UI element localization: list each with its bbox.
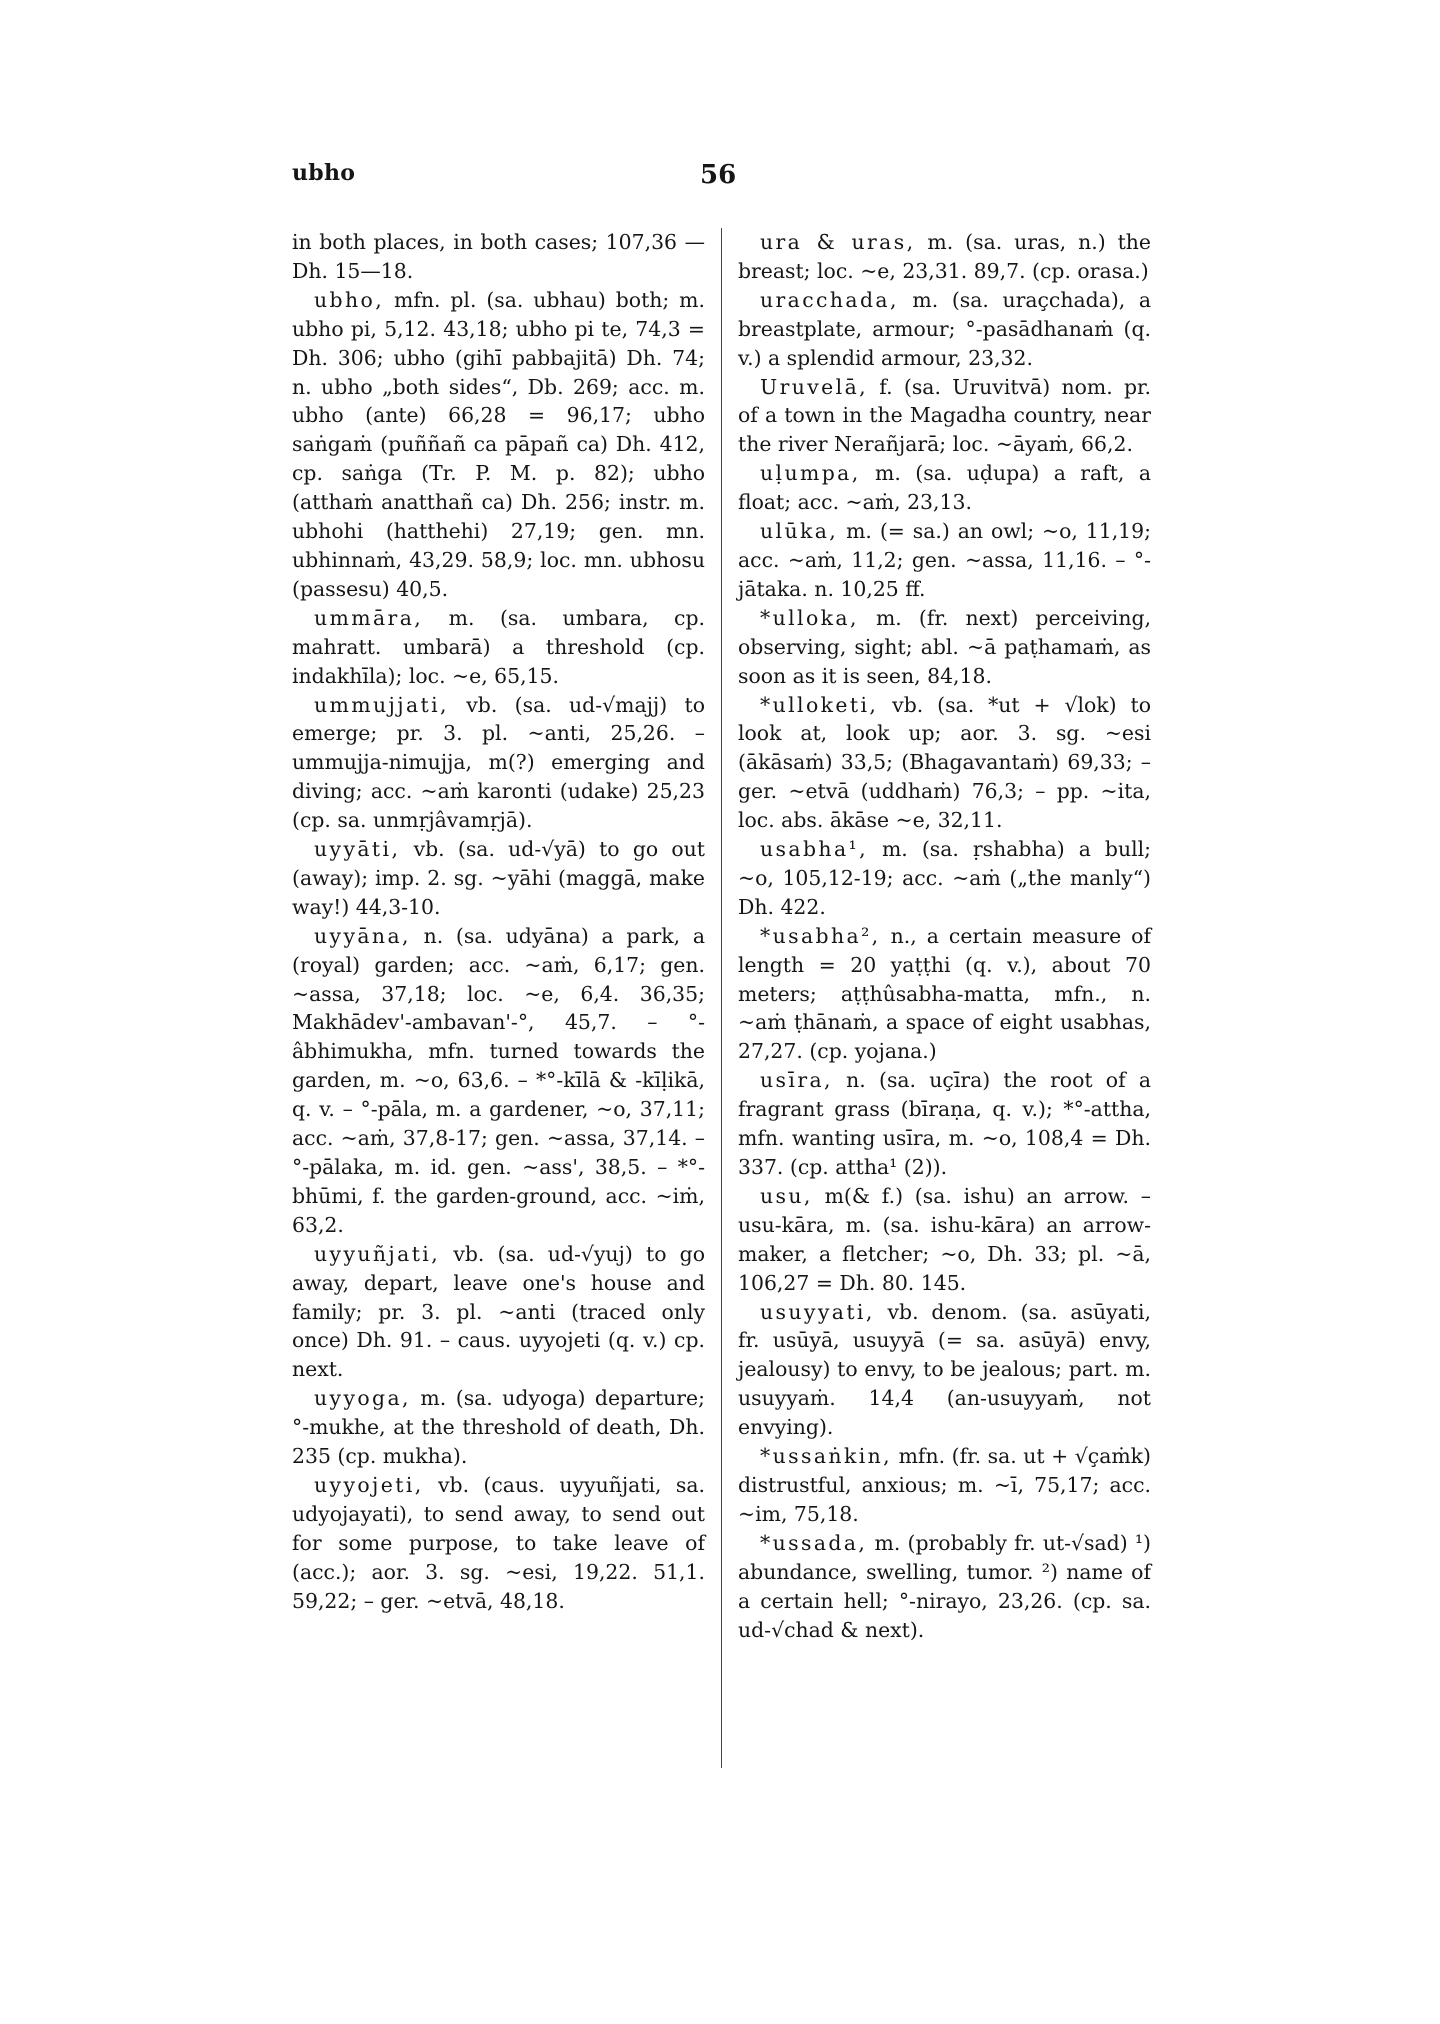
dictionary-entry [292,1384,705,1471]
entry-headword: ummujjati, [314,692,449,717]
dictionary-entry [738,1182,1151,1298]
right-column [738,228,1151,1644]
entry-definition: vb. (caus. uyyuñjati, sa. udyojayati), to send away, to send out for some purpose, to take leave of (acc.); aor. 3. sg. ~esi, 19,22. 51,1. 59,22; – ger. ~etvā, 48,18. [292,1472,705,1613]
entry-headword: ummāra, [314,605,424,630]
entry-headword: ubho, [314,287,385,312]
entry-definition: m. (fr. next) perceiving, observing, sight; abl. ~ā paṭhamaṁ, as soon as it is seen, 84,18. [738,605,1151,688]
left-column [292,228,705,1616]
dictionary-entry [292,691,705,836]
entry-definition: m. (sa. uḍupa) a raft, a float; acc. ~aṁ, 23,13. [738,461,1151,515]
entry-definition: n., a certain measure of length = 20 yaṭṭhi (q. v.), about 70 meters; aṭṭhûsabha-matta, mfn., n. ~aṁ ṭhānaṁ, a space of eight usabhas, 27,27. (cp. yojana.) [738,923,1151,1064]
entry-definition: m. (sa. umbara, cp. mahratt. umbarā) a threshold (cp. indakhīla); loc. ~e, 65,15. [292,605,705,688]
dictionary-entry [292,922,705,1240]
entry-definition: n. (sa. uçīra) the root of a fragrant grass (bīraṇa, q. v.); *°-attha, mfn. wanting usīra, m. ~o, 108,4 = Dh. 337. (cp. attha¹ (2)). [738,1068,1151,1179]
entry-headword: uyyuñjati, [314,1241,441,1266]
entry-definition: f. (sa. Uruvitvā) nom. pr. of a town in the Magadha country, near the river Nerañjarā; loc. ~āyaṁ, 66,2. [738,374,1151,457]
entry-headword: usuyyati, [760,1299,875,1324]
dictionary-entry [738,1442,1151,1529]
entry-headword: *ussaṅkin, [760,1444,893,1469]
entry-definition: vb. (sa. ud-√yā) to go out (away); imp. 2. sg. ~yāhi (maggā, make way!) 44,3-10. [292,837,705,919]
entry-definition: m. (= sa.) an owl; ~o, 11,19; acc. ~aṁ, 11,2; gen. ~assa, 11,16. – °-jātaka. n. 10,25 ff. [738,519,1151,601]
page-number: 56 [700,160,737,190]
entry-headword: ura & uras, [760,230,916,254]
entry-headword: *ulloketi, [760,692,879,717]
dictionary-entry [738,373,1151,460]
column-divider [721,228,722,1768]
entry-definition: vb. (sa. *ut + √lok) to look at, look up; aor. 3. sg. ~esi (ākāsaṁ) 33,5; (Bhagavantaṁ) 69,33; – ger. ~etvā (uddhaṁ) 76,3; – pp. ~ita, loc. abs. ākāse ~e, 32,11. [738,692,1151,833]
dictionary-entry [292,604,705,691]
entry-headword: uyyāti, [314,837,401,862]
entry-headword: uḷumpa, [760,461,861,486]
entry-definition: m. (probably fr. ut-√sad) ¹) abundance, swelling, tumor. ²) name of a certain hell; °-nirayo, 23,26. (cp. sa. ud-√chad & next). [738,1530,1151,1642]
entry-headword: usu, [760,1183,813,1208]
entry-headword: Uruvelā, [760,374,869,399]
dictionary-entry [738,835,1151,922]
entry-headword: usabha¹, [760,837,868,862]
entry-headword: *usabha², [760,923,881,948]
entry-headword: *ulloka, [760,605,859,630]
dictionary-entry [738,691,1151,836]
entry-headword: ulūka, [760,519,839,544]
dictionary-entry [738,286,1151,373]
dictionary-entry [738,922,1151,1067]
entry-headword: uyyojeti, [314,1472,424,1497]
entry-definition: m. (sa. udyoga) departure; °-mukhe, at the threshold of death, Dh. 235 (cp. mukha). [292,1386,705,1469]
dictionary-entry [738,517,1151,604]
entry-definition: mfn. (fr. sa. ut + √çaṁk) distrustful, anxious; m. ~ī, 75,17; acc. ~im, 75,18. [738,1444,1151,1526]
entry-headword: uracchada, [760,287,899,312]
entry-definition: mfn. pl. (sa. ubhau) both; m. ubho pi, 5,12. 43,18; ubho pi te, 74,3 = Dh. 306; ubho (gihī pabbajitā) Dh. 74; n. ubho „both sides“, Db. 269; acc. m. ubho (ante) 66,28 = 96,17; ubho saṅgaṁ (puññañ ca pāpañ ca) Dh. 412, cp. saṅga (Tr. P. M. p. 82); ubho (atthaṁ anatthañ ca) Dh. 256; instr. m. ubhohi (hatthehi) 27,19; gen. mn. ubhinnaṁ, 43,29. 58,9; loc. mn. ubhosu (passesu) 40,5. [292,287,705,601]
entry-definition: m(& f.) (sa. ishu) an arrow. – usu-kāra, m. (sa. ishu-kāra) an arrow-maker, a fletcher; ~o, Dh. 33; pl. ~ā, 106,27 = Dh. 80. 145. [738,1183,1151,1295]
entry-definition: vb. (sa. ud-√majj) to emerge; pr. 3. pl. ~anti, 25,26. – ummujja-nimujja, m(?) emerging and diving; acc. ~aṁ karonti (udake) 25,23 (cp. sa. unmṛjâvamṛjā). [292,692,705,833]
dictionary-entry [292,1240,705,1385]
entry-headword: uyyāna, [314,923,411,948]
entry-definition: m. (sa. uras, n.) the breast; loc. ~e, 23,31. 89,7. (cp. orasa.) [738,230,1151,283]
entry-headword: usīra, [760,1068,833,1093]
dictionary-entry [738,1529,1151,1645]
entry-definition: vb. denom. (sa. asūyati, fr. usūyā, usuyyā (= sa. asūyā) envy, jealousy) to envy, to be jealous; part. m. usuyyaṁ. 14,4 (an-usuyyaṁ, not envying). [738,1299,1151,1440]
dictionary-entry [738,459,1151,517]
dictionary-entry [738,228,1151,286]
entry-definition: m. (sa. uraçchada), a breastplate, armour; °-pasādhanaṁ (q. v.) a splendid armour, 23,32. [738,287,1151,370]
dictionary-entry [738,1298,1151,1443]
dictionary-entry [292,286,705,604]
dictionary-entry [738,604,1151,691]
entry-definition: m. (sa. ṛshabha) a bull; ~o, 105,12-19; acc. ~aṁ („the manly“) Dh. 422. [738,837,1151,919]
dictionary-entry [292,835,705,922]
dictionary-entry [738,1066,1151,1182]
dictionary-entry [292,228,705,286]
entry-definition: vb. (sa. ud-√yuj) to go away, depart, leave one's house and family; pr. 3. pl. ~anti (traced only once) Dh. 91. – caus. uyyojeti (q. v.) cp. next. [292,1241,705,1382]
entry-definition: n. (sa. udyāna) a park, a (royal) garden; acc. ~aṁ, 6,17; gen. ~assa, 37,18; loc. ~e, 6,4. 36,35; Makhādev'-ambavan'-°, 45,7. – °-âbhimukha, mfn. turned towards the garden, m. ~o, 63,6. – *°-kīlā & -kīḷikā, q. v. – °-pāla, m. a gardener, ~o, 37,11; acc. ~aṁ, 37,8-17; gen. ~assa, 37,14. – °-pālaka, m. id. gen. ~ass', 38,5. – *°-bhūmi, f. the garden-ground, acc. ~iṁ, 63,2. [292,923,705,1237]
entry-definition: in both places, in both cases; 107,36 — Dh. 15—18. [292,230,705,283]
entry-headword: *ussada, [760,1530,868,1555]
dictionary-entry [292,1471,705,1616]
entry-headword: uyyoga, [314,1386,411,1411]
running-head: ubho [292,160,356,186]
